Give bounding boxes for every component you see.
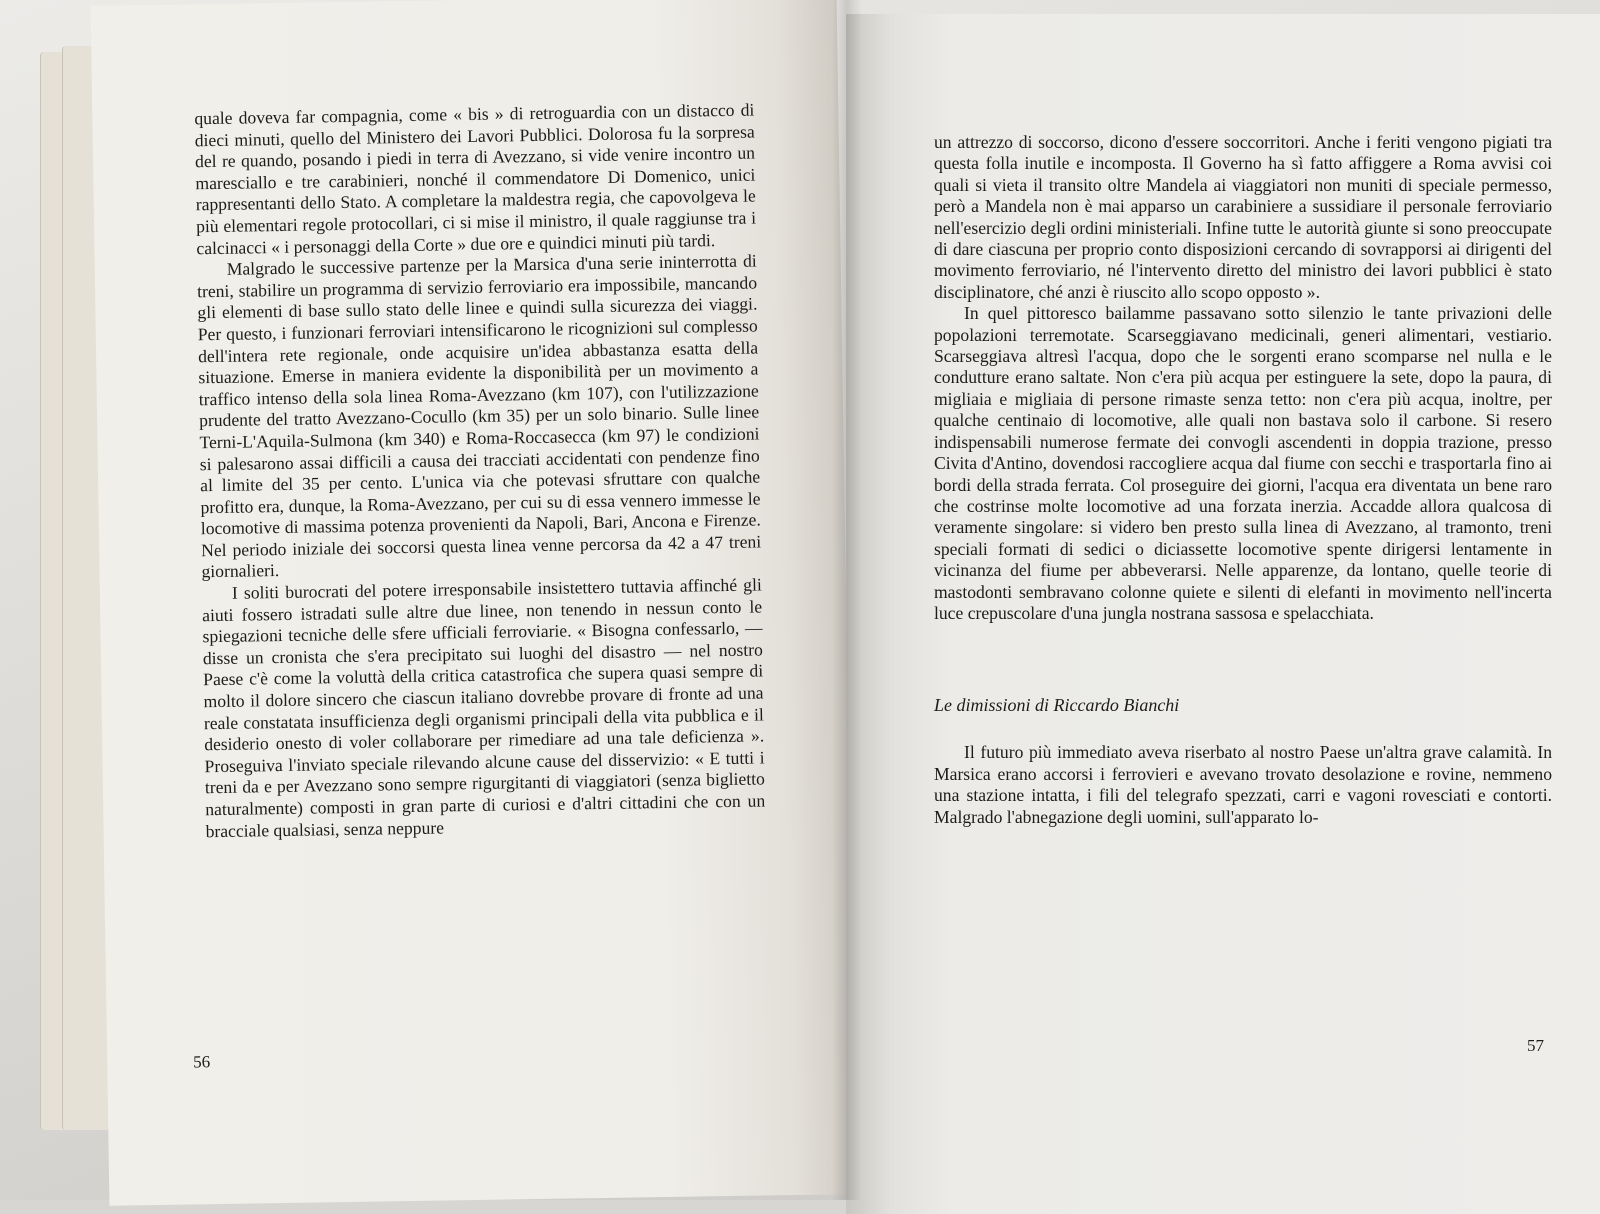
right-page-number: 57: [1527, 1036, 1544, 1055]
book-gutter: [832, 0, 862, 1200]
right-page: [846, 14, 1600, 1214]
left-paragraph-3: I soliti burocrati del potere irresponsabile insistettero tuttavia affinché gli aiuti fossero istradati sulle altre due linee, non tenendo in nessun conto le spiegazioni tecniche delle sfere ufficiali ferroviarie. « Bisogna confessarlo, — disse un cronista che s'era precipitato sui luoghi del disastro — nel nostro Paese c'è come la voluttà della critica catastrofica che supera quasi sempre di molto il dolore sincero che ciascun italiano dovrebbe provare di fronte ad una reale constatata insufficienza degli organismi principali della vita pubblica e il desiderio onesto di voler collaborare per rimediare ad una tale deficienza ». Proseguiva l'inviato speciale rilevando alcune cause del disservizio: « E tutti i treni da e per Avezzano sono sempre rigurgitanti di viaggiatori (senza biglietto naturalmente) composti in gran parte di curiosi e d'altri cittadini che con un bracciale qualsiasi, senza neppure: [202, 574, 766, 841]
right-page-body: [934, 132, 1552, 828]
left-paragraph-2: Malgrado le successive partenze per la Marsica d'una serie ininterrotta di treni, stabilire un programma di servizio ferroviario era impossibile, mancando gli elementi di base sullo stato delle linee e quindi sulla sicurezza dei viaggi. Per questo, i funzionari ferroviari intensificarono le ricognizioni sul complesso dell'intera rete regionale, onde acquisire un'idea abbastanza esatta della situazione. Emerse in maniera evidente la disponibilità per un movimento a traffico intenso della sola linea Roma-Avezzano (km 107), con l'utilizzazione prudente del tratto Avezzano-Cocullo (km 35) per un solo binario. Sulle linee Terni-L'Aquila-Sulmona (km 340) e Roma-Roccasecca (km 97) le condizioni si palesarono assai difficili a causa dei tracciati accidentati con pendenze fino al limite del 35 per cento. L'unica via che potevasi sfruttare con qualche profitto era, dunque, la Roma-Avezzano, per cui su di essa vennero immesse le locomotive di massima potenza provenienti da Napoli, Bari, Ancona e Firenze. Nel periodo iniziale dei soccorsi questa linea venne percorsa da 42 a 47 treni giornalieri.: [196, 250, 762, 582]
right-paragraph-1: un attrezzo di soccorso, dicono d'essere soccorritori. Anche i feriti vengono pigiati tra questa folla inutile e incomposta. Il Governo ha sì fatto affiggere a Roma avvisi coi quali si vieta il transito oltre Mandela ai viaggiatori non muniti di speciale permesso, però a Mandela non è mai apparso un carabiniere a sussidiare il personale ferroviario nell'esercizio degli ordini ministeriali. Infine tutte le autorità giunte si sono preoccupate di dare ciascuna per proprio conto disposizioni cercando di sovrapporsi ai dirigenti del movimento ferroviario, né l'intervento diretto del ministro dei lavori pubblici è stato disciplinatore, ché anzi è riuscito allo scopo opposto ».: [934, 132, 1552, 302]
section-paragraph: Il futuro più immediato aveva riserbato al nostro Paese un'altra grave calamità. In Marsica erano accorsi i ferrovieri e avevano trovato desolazione e rovine, nemmeno una stazione intatta, i fili del telegrafo spezzati, carri e vagoni rovesciati e contorti. Malgrado l'abnegazione degli uomini, sull'apparato lo-: [934, 742, 1552, 827]
left-paragraph-1: quale doveva far compagnia, come « bis » di retroguardia con un distacco di dieci minuti, quello del Ministero dei Lavori Pubblici. Dolorosa fu la sorpresa del re quando, posando i piedi in terra di Avezzano, si vide venire incontro un maresciallo e tre carabinieri, nonché il commendatore Di Domenico, unici rappresentanti dello Stato. A completare la maldestra regia, che capovolgeva le più elementari regole protocollari, ci si mise il ministro, il quale raggiunse tra i calcinacci « i personaggi della Corte » due ore e quindici minuti più tardi.: [194, 99, 757, 258]
left-page: [91, 0, 856, 1206]
left-page-body: [194, 100, 765, 843]
left-page-number: 56: [193, 1052, 211, 1072]
section-title: Le dimissioni di Riccardo Bianchi: [934, 695, 1180, 716]
right-paragraph-2: In quel pittoresco bailamme passavano sotto silenzio le tante privazioni delle popolazioni terremotate. Scarseggiavano medicinali, generi alimentari, vestiario. Scarseggiava altresì l'acqua, dopo che le sorgenti erano scomparse nel nulla e le condutture erano saltate. Non c'era più acqua per estinguere la sete, dopo la paura, di migliaia e migliaia di persone rimaste senza tetto: non c'era più acqua, inoltre, per qualche centinaio di locomotive, alle quali non bastava solo il carbone. Si resero indispensabili numerose fermate dei convogli ascendenti in doppia trazione, presso Civita d'Antino, dovendosi raccogliere acqua dal fiume con secchi e trasportarla fino ai bordi della strada ferrata. Col proseguire dei giorni, l'acqua era diventata un bene raro che costrinse molte locomotive ad una forzata inerzia. Accadde allora qualcosa di veramente singolare: si videro ben presto sulla linea di Avezzano, al tramonto, treni speciali formati di sedici o diciassette locomotive spente dirigersi lentamente in vicinanza del fiume per abbeverarsi. Nelle apparenze, da lontano, quelle teorie di mastodonti sembravano colonne quiete e silenti di elefanti in movimento nell'incerta luce crepuscolare d'una jungla nostrana sassosa e spelacchiata.: [934, 303, 1552, 623]
